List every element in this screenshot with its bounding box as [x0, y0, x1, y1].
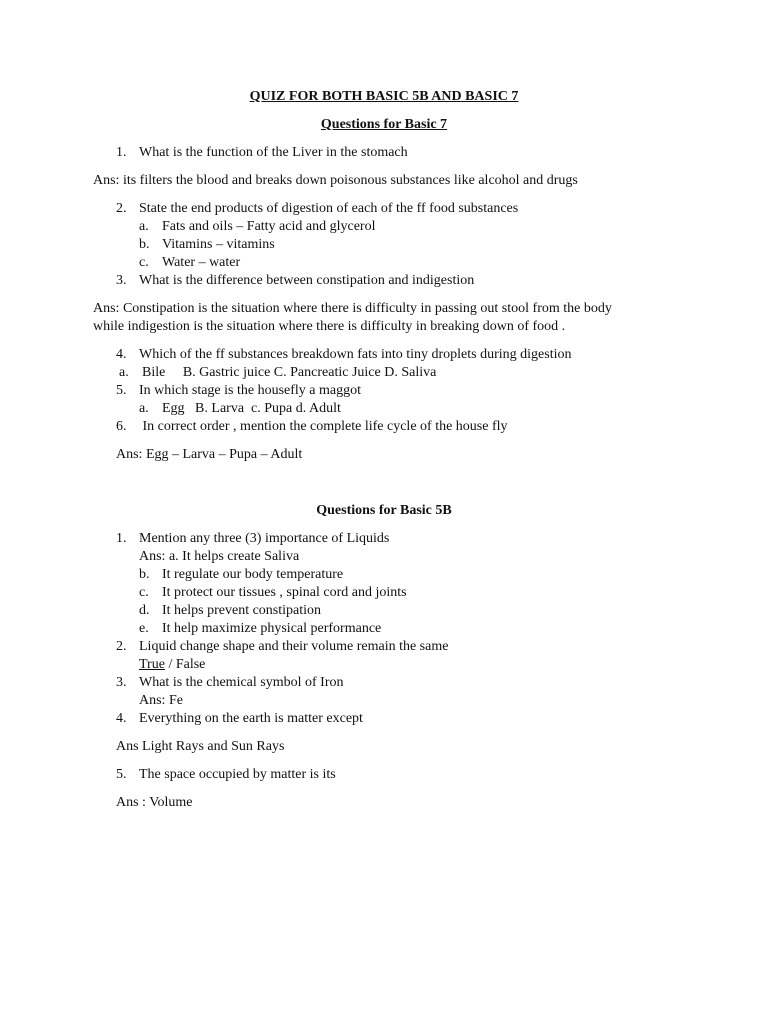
option-label: a. — [119, 365, 129, 380]
question-text: In which stage is the housefly a maggot — [139, 383, 362, 398]
basic5b-answer-1-first: Ans: a. It helps create Saliva — [139, 549, 300, 564]
basic5b-answer-5: Ans : Volume — [116, 795, 193, 810]
document-title: QUIZ FOR BOTH BASIC 5B AND BASIC 7 — [249, 89, 519, 104]
item-text: It help maximize physical performance — [162, 621, 382, 636]
item-text: It protect our tissues , spinal cord and joints — [162, 585, 407, 600]
basic7-answer-6: Ans: Egg – Larva – Pupa – Adult — [116, 447, 303, 462]
item-label: b. — [139, 237, 150, 252]
question-text: Mention any three (3) importance of Liquids — [139, 531, 390, 546]
item-text: It regulate our body temperature — [162, 567, 344, 582]
option-text: Egg B. Larva c. Pupa d. Adult — [162, 401, 341, 416]
item-label: c. — [139, 585, 149, 600]
question-text: In correct order , mention the complete life cycle of the house fly — [139, 419, 508, 434]
question-text: What is the function of the Liver in the stomach — [139, 145, 408, 160]
basic7-answer-3-line1: Ans: Constipation is the situation where there is difficulty in passing out stool from the body — [93, 301, 612, 316]
question-number: 1. — [116, 531, 127, 546]
basic5b-answer-3: Ans: Fe — [139, 693, 183, 708]
question-text: What is the difference between constipation and indigestion — [139, 273, 475, 288]
item-label: e. — [139, 621, 149, 636]
item-text: It helps prevent constipation — [162, 603, 322, 618]
question-number: 3. — [116, 675, 127, 690]
question-text: Which of the ff substances breakdown fats into tiny droplets during digestion — [139, 347, 572, 362]
question-number: 2. — [116, 201, 127, 216]
basic5b-answer-2 — [139, 656, 205, 674]
basic7-answer-1: Ans: its filters the blood and breaks down poisonous substances like alcohol and drugs — [93, 173, 578, 188]
question-text: What is the chemical symbol of Iron — [139, 675, 344, 690]
question-number: 4. — [116, 347, 127, 362]
question-number: 2. — [116, 639, 127, 654]
item-text: Water – water — [162, 255, 241, 270]
question-text: The space occupied by matter is its — [139, 767, 336, 782]
section-heading-basic5b: Questions for Basic 5B — [316, 503, 452, 518]
question-number: 6. — [116, 419, 127, 434]
question-text: Liquid change shape and their volume remain the same — [139, 639, 449, 654]
item-text: Fats and oils – Fatty acid and glycerol — [162, 219, 376, 234]
item-label: b. — [139, 567, 150, 582]
question-text: State the end products of digestion of each of the ff food substances — [139, 201, 519, 216]
true-answer: True — [139, 657, 165, 672]
item-text: Vitamins – vitamins — [162, 237, 275, 252]
question-number: 5. — [116, 383, 127, 398]
option-text: Bile B. Gastric juice C. Pancreatic Juice D. Saliva — [142, 365, 437, 380]
question-number: 4. — [116, 711, 127, 726]
basic7-answer-3-line2: while indigestion is the situation where there is difficulty in breaking down of food . — [93, 319, 566, 334]
section-heading-basic7: Questions for Basic 7 — [320, 117, 448, 132]
question-number: 5. — [116, 767, 127, 782]
item-label: d. — [139, 603, 150, 618]
question-number: 3. — [116, 273, 127, 288]
item-label: a. — [139, 219, 149, 234]
item-label: c. — [139, 255, 149, 270]
option-label: a. — [139, 401, 149, 416]
false-option: / False — [164, 657, 206, 672]
question-text: Everything on the earth is matter except — [139, 711, 363, 726]
question-number: 1. — [116, 145, 127, 160]
basic5b-answer-4: Ans Light Rays and Sun Rays — [116, 739, 285, 754]
